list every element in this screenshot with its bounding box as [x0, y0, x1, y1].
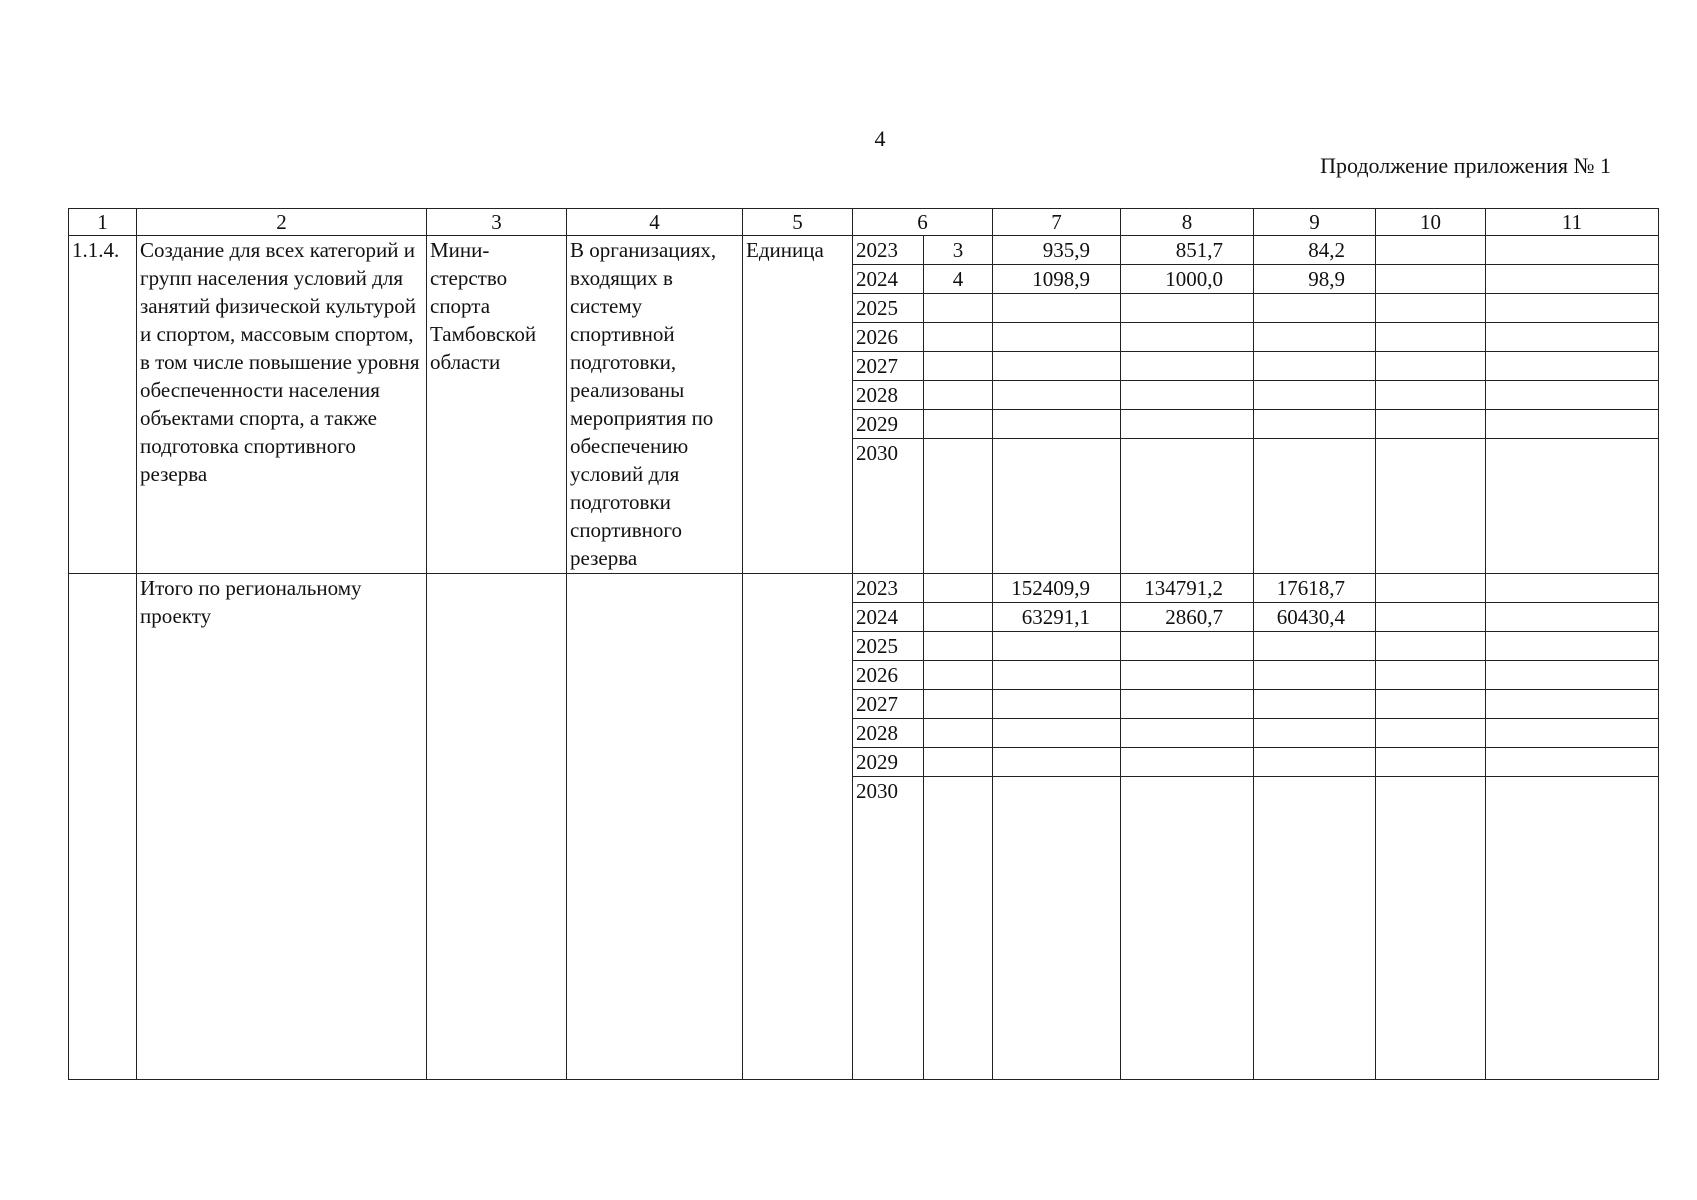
total-label: Итого по региональному проекту: [137, 574, 427, 1080]
funding-federal: [1121, 410, 1254, 439]
funding-total: 1098,9: [993, 265, 1121, 294]
col-header: 1: [69, 209, 137, 236]
funding-federal: 2860,7: [1121, 603, 1254, 632]
funding-total: [993, 439, 1121, 574]
col-header: 5: [743, 209, 853, 236]
funding-total: [993, 410, 1121, 439]
year-cell: 2028: [853, 381, 924, 410]
funding-col-10: [1376, 748, 1486, 777]
year-cell: 2029: [853, 410, 924, 439]
year-cell: 2030: [853, 777, 924, 1080]
year-cell: 2025: [853, 632, 924, 661]
indicator-value: [924, 632, 993, 661]
funding-regional: [1254, 323, 1376, 352]
funding-regional: [1254, 690, 1376, 719]
funding-col-10: [1376, 265, 1486, 294]
col-header: 4: [567, 209, 743, 236]
indicator-value: [924, 352, 993, 381]
year-cell: 2030: [853, 439, 924, 574]
funding-col-10: [1376, 632, 1486, 661]
appendix-table: [68, 208, 1659, 1080]
funding-federal: [1121, 381, 1254, 410]
funding-regional: 17618,7: [1254, 574, 1376, 603]
funding-regional: [1254, 661, 1376, 690]
funding-regional: [1254, 748, 1376, 777]
indicator-value: [924, 690, 993, 719]
funding-total: [993, 381, 1121, 410]
funding-col-10: [1376, 661, 1486, 690]
funding-col-10: [1376, 236, 1486, 265]
year-cell: 2029: [853, 748, 924, 777]
funding-col-11: [1486, 574, 1659, 603]
funding-total: 152409,9: [993, 574, 1121, 603]
funding-total: 63291,1: [993, 603, 1121, 632]
unit-of-measure: Единица: [743, 236, 853, 574]
indicator-value: [924, 439, 993, 574]
year-cell: 2024: [853, 265, 924, 294]
funding-regional: 60430,4: [1254, 603, 1376, 632]
funding-federal: [1121, 777, 1254, 1080]
indicator-value: [924, 574, 993, 603]
col-header: 11: [1486, 209, 1659, 236]
year-cell: 2024: [853, 603, 924, 632]
funding-regional: [1254, 352, 1376, 381]
indicator-value: [924, 748, 993, 777]
funding-regional: 98,9: [1254, 265, 1376, 294]
funding-regional: [1254, 410, 1376, 439]
appendix-title: Продолжение приложения № 1: [1320, 153, 1611, 178]
funding-regional: [1254, 439, 1376, 574]
funding-col-10: [1376, 381, 1486, 410]
col-header: 7: [993, 209, 1121, 236]
funding-col-10: [1376, 439, 1486, 574]
funding-federal: [1121, 748, 1254, 777]
funding-regional: [1254, 381, 1376, 410]
funding-regional: 84,2: [1254, 236, 1376, 265]
funding-col-10: [1376, 323, 1486, 352]
year-cell: 2027: [853, 352, 924, 381]
indicator-value: [924, 603, 993, 632]
indicator-value: [924, 719, 993, 748]
year-cell: 2025: [853, 294, 924, 323]
col-header: 3: [427, 209, 567, 236]
col-header: 2: [137, 209, 427, 236]
funding-col-11: [1486, 777, 1659, 1080]
year-row: [69, 574, 1659, 603]
funding-col-11: [1486, 603, 1659, 632]
funding-col-11: [1486, 748, 1659, 777]
funding-col-11: [1486, 236, 1659, 265]
funding-regional: [1254, 719, 1376, 748]
funding-col-10: [1376, 352, 1486, 381]
funding-col-10: [1376, 777, 1486, 1080]
unit-of-measure: [743, 574, 853, 1080]
year-cell: 2027: [853, 690, 924, 719]
year-cell: 2028: [853, 719, 924, 748]
funding-federal: [1121, 661, 1254, 690]
indicator-value: [924, 777, 993, 1080]
funding-total: [993, 748, 1121, 777]
funding-regional: [1254, 777, 1376, 1080]
funding-total: [993, 719, 1121, 748]
funding-federal: 851,7: [1121, 236, 1254, 265]
funding-total: [993, 690, 1121, 719]
funding-regional: [1254, 632, 1376, 661]
funding-total: 935,9: [993, 236, 1121, 265]
funding-col-11: [1486, 352, 1659, 381]
year-cell: 2026: [853, 323, 924, 352]
col-header: 9: [1254, 209, 1376, 236]
funding-federal: 1000,0: [1121, 265, 1254, 294]
executor: Мини-стерство спорта Тамбовской области: [427, 236, 567, 574]
funding-col-11: [1486, 381, 1659, 410]
funding-col-11: [1486, 719, 1659, 748]
result-description: В организациях, входящих в систему спортивной подготовки, реализованы мероприятия по обеспечению условий для подготовки спортивного резерва: [567, 236, 743, 574]
funding-col-11: [1486, 632, 1659, 661]
indicator-value: [924, 661, 993, 690]
funding-total: [993, 294, 1121, 323]
indicator-value: [924, 323, 993, 352]
funding-federal: [1121, 632, 1254, 661]
funding-col-11: [1486, 294, 1659, 323]
funding-col-11: [1486, 690, 1659, 719]
col-header: 8: [1121, 209, 1254, 236]
funding-col-11: [1486, 323, 1659, 352]
funding-col-10: [1376, 719, 1486, 748]
year-cell: 2023: [853, 236, 924, 265]
funding-col-10: [1376, 410, 1486, 439]
funding-total: [993, 352, 1121, 381]
column-numbers-row: [69, 209, 1659, 236]
indicator-value: 3: [924, 236, 993, 265]
funding-col-11: [1486, 439, 1659, 574]
funding-federal: [1121, 352, 1254, 381]
funding-total: [993, 661, 1121, 690]
funding-federal: 134791,2: [1121, 574, 1254, 603]
row-number: 1.1.4.: [69, 236, 137, 574]
funding-federal: [1121, 719, 1254, 748]
result-description: [567, 574, 743, 1080]
year-row: [69, 236, 1659, 265]
year-cell: 2023: [853, 574, 924, 603]
funding-federal: [1121, 294, 1254, 323]
funding-federal: [1121, 439, 1254, 574]
col-header: 6: [853, 209, 993, 236]
funding-col-10: [1376, 574, 1486, 603]
funding-regional: [1254, 294, 1376, 323]
indicator-value: [924, 381, 993, 410]
executor: [427, 574, 567, 1080]
funding-total: [993, 323, 1121, 352]
funding-federal: [1121, 323, 1254, 352]
funding-col-10: [1376, 603, 1486, 632]
funding-col-11: [1486, 661, 1659, 690]
indicator-value: [924, 410, 993, 439]
funding-federal: [1121, 690, 1254, 719]
year-cell: 2026: [853, 661, 924, 690]
funding-col-11: [1486, 265, 1659, 294]
row-number: [69, 574, 137, 1080]
col-header: 10: [1376, 209, 1486, 236]
indicator-value: 4: [924, 265, 993, 294]
page-number: 4: [874, 126, 886, 151]
funding-col-10: [1376, 294, 1486, 323]
funding-total: [993, 777, 1121, 1080]
funding-col-11: [1486, 410, 1659, 439]
funding-col-10: [1376, 690, 1486, 719]
measure-name: Создание для всех категорий и групп населения условий для занятий физической культурой и спортом, массовым спортом, в том числе повышение уровня обеспеченности населения объектами спорта, а также подготовка спортивного резерва: [137, 236, 427, 574]
indicator-value: [924, 294, 993, 323]
funding-total: [993, 632, 1121, 661]
